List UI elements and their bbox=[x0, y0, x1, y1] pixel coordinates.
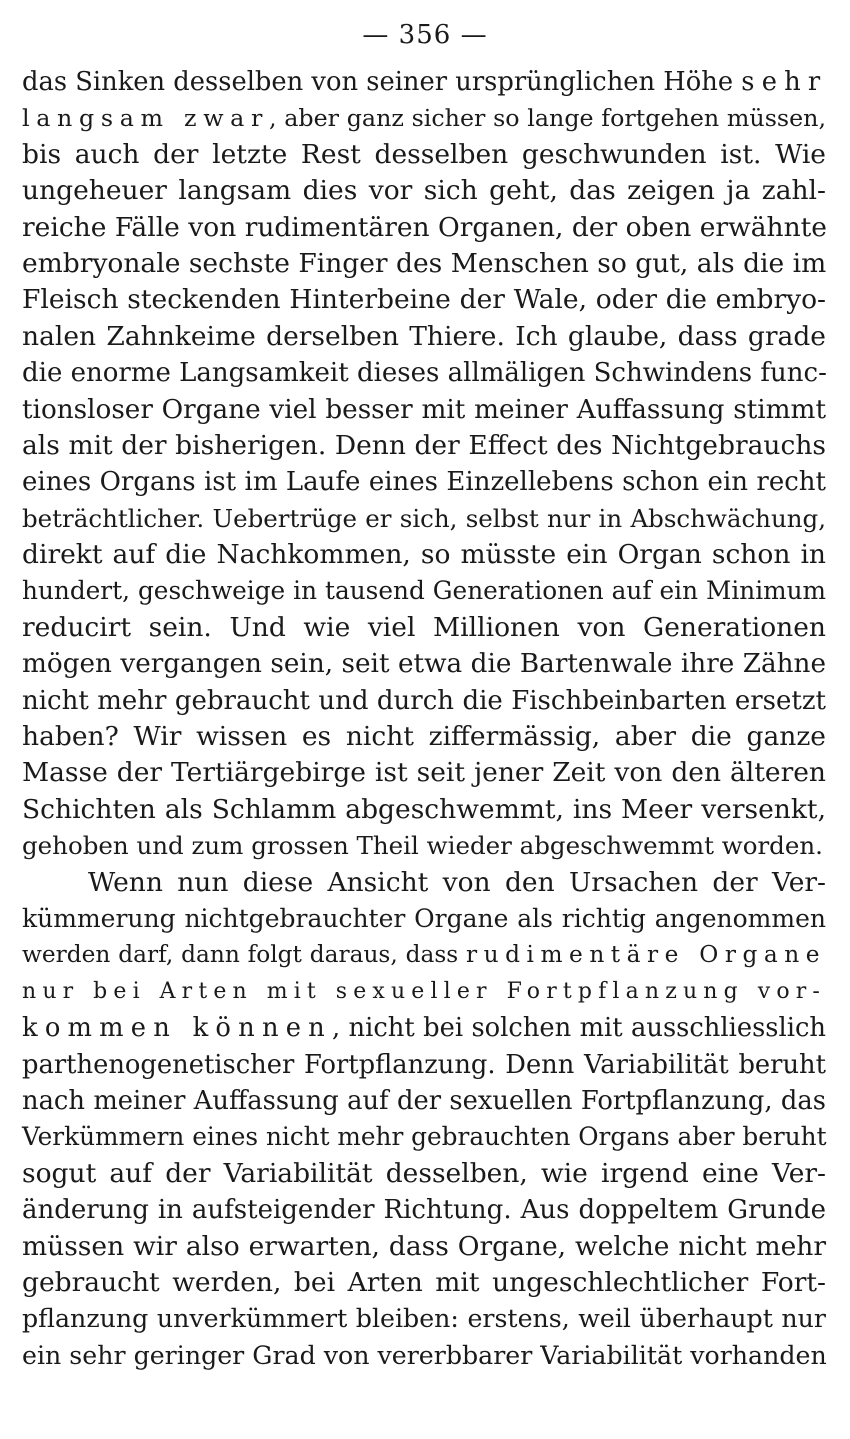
text-line: gehoben und zum grossen Theil wieder abgeschwemmt worden. bbox=[22, 831, 823, 861]
text-line: nalen Zahnkeime derselben Thiere. Ich glaube, dass grade bbox=[22, 320, 826, 352]
text-line: das Sinken desselben von seiner ursprünglichen Höhe sehr bbox=[22, 67, 828, 97]
text-line: ungeheuer langsam dies vor sich geht, das zeigen ja zahl- bbox=[22, 175, 826, 207]
text-line: nicht mehr gebraucht und durch die Fischbeinbarten ersetzt bbox=[22, 685, 826, 716]
text-line: nur bei Arten mit sexueller Fortpflanzung vor- bbox=[22, 978, 826, 1004]
text-line: haben? Wir wissen es nicht ziffermässig, aber die ganze bbox=[22, 721, 826, 753]
text-line: direkt auf die Nachkommen, so müsste ein Organ schon in bbox=[22, 539, 826, 571]
text-line: bis auch der letzte Rest desselben geschwunden ist. Wie bbox=[22, 138, 826, 170]
text-line: sogut auf der Variabilität desselben, wie irgend eine Ver- bbox=[22, 1157, 826, 1189]
text-line: werden darf, dann folgt daraus, dass rudimentäre Organe bbox=[22, 941, 826, 969]
text-line: müssen wir also erwarten, dass Organe, welche nicht mehr bbox=[22, 1230, 826, 1262]
text-line: als mit der bisherigen. Denn der Effect des Nichtgebrauchs bbox=[22, 429, 826, 461]
text-line: mögen vergangen sein, seit etwa die Bartenwale ihre Zähne bbox=[22, 649, 826, 680]
text-line: eines Organs ist im Laufe eines Einzellebens schon ein recht bbox=[22, 467, 826, 498]
body-text bbox=[22, 64, 826, 1374]
text-line: Verkümmern eines nicht mehr gebrauchten Organs aber beruht bbox=[22, 1122, 827, 1152]
text-line: beträchtlicher. Uebertrüge er sich, selbst nur in Abschwächung, bbox=[22, 503, 826, 533]
paragraph-2 bbox=[22, 865, 826, 1374]
text-line: änderung in aufsteigender Richtung. Aus doppeltem Grunde bbox=[22, 1195, 826, 1226]
text-line: Wenn nun diese Ansicht von den Ursachen der Ver- bbox=[88, 866, 826, 898]
text-line: pflanzung unverkümmert bleiben: erstens, weil überhaupt nur bbox=[22, 1304, 826, 1334]
text-line: kommen können, nicht bei solchen mit ausschliesslich bbox=[22, 1013, 826, 1044]
text-line: langsam zwar, aber ganz sicher so lange fortgehen müssen, bbox=[22, 104, 826, 133]
text-line: die enorme Langsamkeit dieses allmäligen Schwindens func- bbox=[22, 358, 827, 389]
text-line: nach meiner Auffassung auf der sexuellen Fortpflanzung, das bbox=[22, 1085, 826, 1116]
page-number: — 356 — bbox=[362, 20, 488, 50]
text-line: reducirt sein. Und wie viel Millionen von Generationen bbox=[22, 611, 826, 643]
text-line: Fleisch steckenden Hinterbeine der Wale, oder die embryo- bbox=[22, 284, 826, 316]
text-line: gebraucht werden, bei Arten mit ungeschlechtlicher Fort- bbox=[22, 1266, 826, 1298]
text-line: ein sehr geringer Grad von vererbbarer Variabilität vorhanden bbox=[22, 1340, 827, 1370]
text-line: reiche Fälle von rudimentären Organen, der oben erwähnte bbox=[22, 211, 827, 243]
text-line: parthenogenetischer Fortpflanzung. Denn Variabilität beruht bbox=[22, 1049, 826, 1080]
text-line: tionsloser Organe viel besser mit meiner Auffassung stimmt bbox=[22, 394, 826, 425]
text-line: Masse der Tertiärgebirge ist seit jener Zeit von den älteren bbox=[22, 757, 826, 789]
text-line: hundert, geschweige in tausend Generationen auf ein Minimum bbox=[22, 576, 826, 606]
text-line: kümmerung nichtgebrauchter Organe als richtig angenommen bbox=[22, 903, 826, 933]
text-line: Schichten als Schlamm abgeschwemmt, ins Meer versenkt, bbox=[22, 793, 826, 825]
text-line: embryonale sechste Finger des Menschen so gut, als die im bbox=[22, 247, 827, 279]
paragraph-1 bbox=[22, 64, 826, 865]
